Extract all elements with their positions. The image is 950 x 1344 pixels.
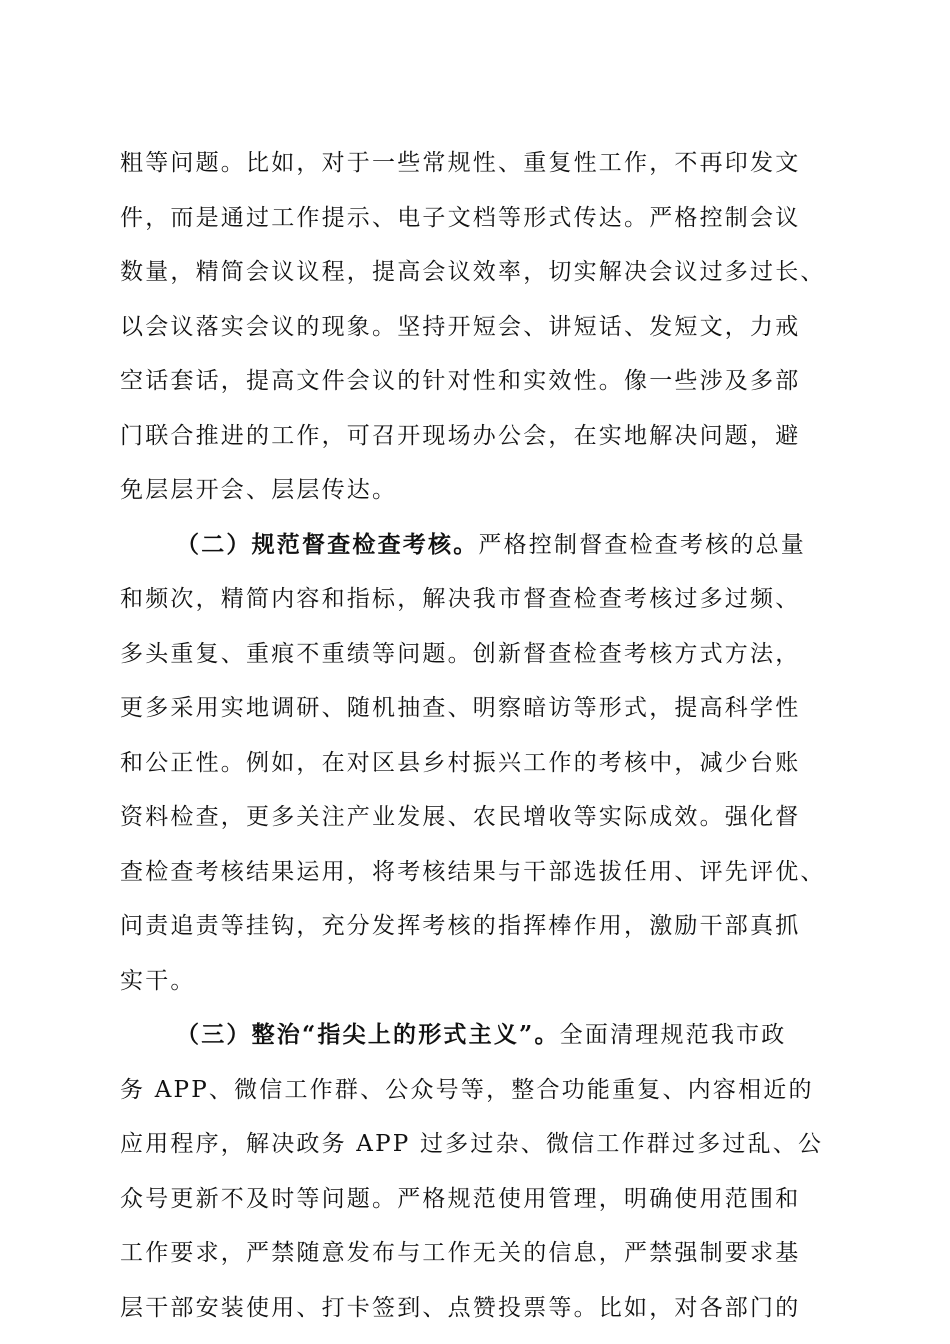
text-line: 应用程序，解决政务 APP 过多过杂、微信工作群过多过乱、公 bbox=[120, 1131, 824, 1157]
text-line: 件，而是通过工作提示、电子文档等形式传达。严格控制会议 bbox=[120, 204, 801, 231]
text-line: 和频次，精简内容和指标，解决我市督查检查考核过多过频、 bbox=[120, 586, 801, 612]
text-line: 空话套话，提高文件会议的针对性和实效性。像一些涉及多部 bbox=[120, 368, 801, 394]
text-line: 更多采用实地调研、随机抽查、明察暗访等形式，提高科学性 bbox=[120, 695, 801, 721]
text-line: 门联合推进的工作，可召开现场办公会，在实地解决问题，避 bbox=[120, 422, 801, 449]
text-line: 粗等问题。比如，对于一些常规性、重复性工作，不再印发文 bbox=[120, 150, 801, 176]
text-run: 严格控制督查检查考核的总量 bbox=[478, 531, 807, 558]
text-line: 工作要求，严禁随意发布与工作无关的信息，严禁强制要求基 bbox=[120, 1240, 801, 1266]
paragraph-digital-formalism bbox=[120, 1008, 840, 1335]
text-line: 务 APP、微信工作群、公众号等，整合功能重复、内容相近的 bbox=[120, 1076, 814, 1103]
text-line: 和公正性。例如，在对区县乡村振兴工作的考核中，减少台账 bbox=[120, 749, 801, 776]
text-line: 免层层开会、层层传达。 bbox=[120, 477, 398, 503]
text-line: 资料检查，更多关注产业发展、农民增收等实际成效。强化督 bbox=[120, 804, 801, 830]
text-line: 以会议落实会议的现象。坚持开短会、讲短话、发短文，力戒 bbox=[120, 313, 801, 340]
text-line: 层干部安装使用、打卡签到、点赞投票等。比如，对各部门的 bbox=[120, 1294, 801, 1321]
text-line: 实干。 bbox=[120, 967, 196, 994]
text-line: 问责追责等挂钩，充分发挥考核的指挥棒作用，激励干部真抓 bbox=[120, 913, 801, 939]
text-line: 多头重复、重痕不重绩等问题。创新督查检查考核方式方法， bbox=[120, 640, 801, 667]
text-line: 查检查考核结果运用，将考核结果与干部选拔任用、评先评优、 bbox=[120, 858, 826, 885]
paragraph-inspection-assessment bbox=[120, 518, 840, 1009]
text-line: 数量，精简会议议程，提高会议效率，切实解决会议过多过长、 bbox=[120, 259, 826, 285]
text-line: 众号更新不及时等问题。严格规范使用管理，明确使用范围和 bbox=[120, 1185, 801, 1212]
text-run: 全面清理规范我市政 bbox=[559, 1022, 787, 1048]
section-heading: （三）整治“指尖上的形式主义”。 bbox=[176, 1021, 560, 1048]
document-body bbox=[120, 136, 840, 1335]
paragraph-first-line bbox=[120, 518, 840, 573]
paragraph-first-line bbox=[120, 1008, 840, 1063]
section-heading: （二）规范督查检查考核。 bbox=[176, 530, 479, 558]
paragraph-meeting-streamlining bbox=[120, 136, 840, 518]
